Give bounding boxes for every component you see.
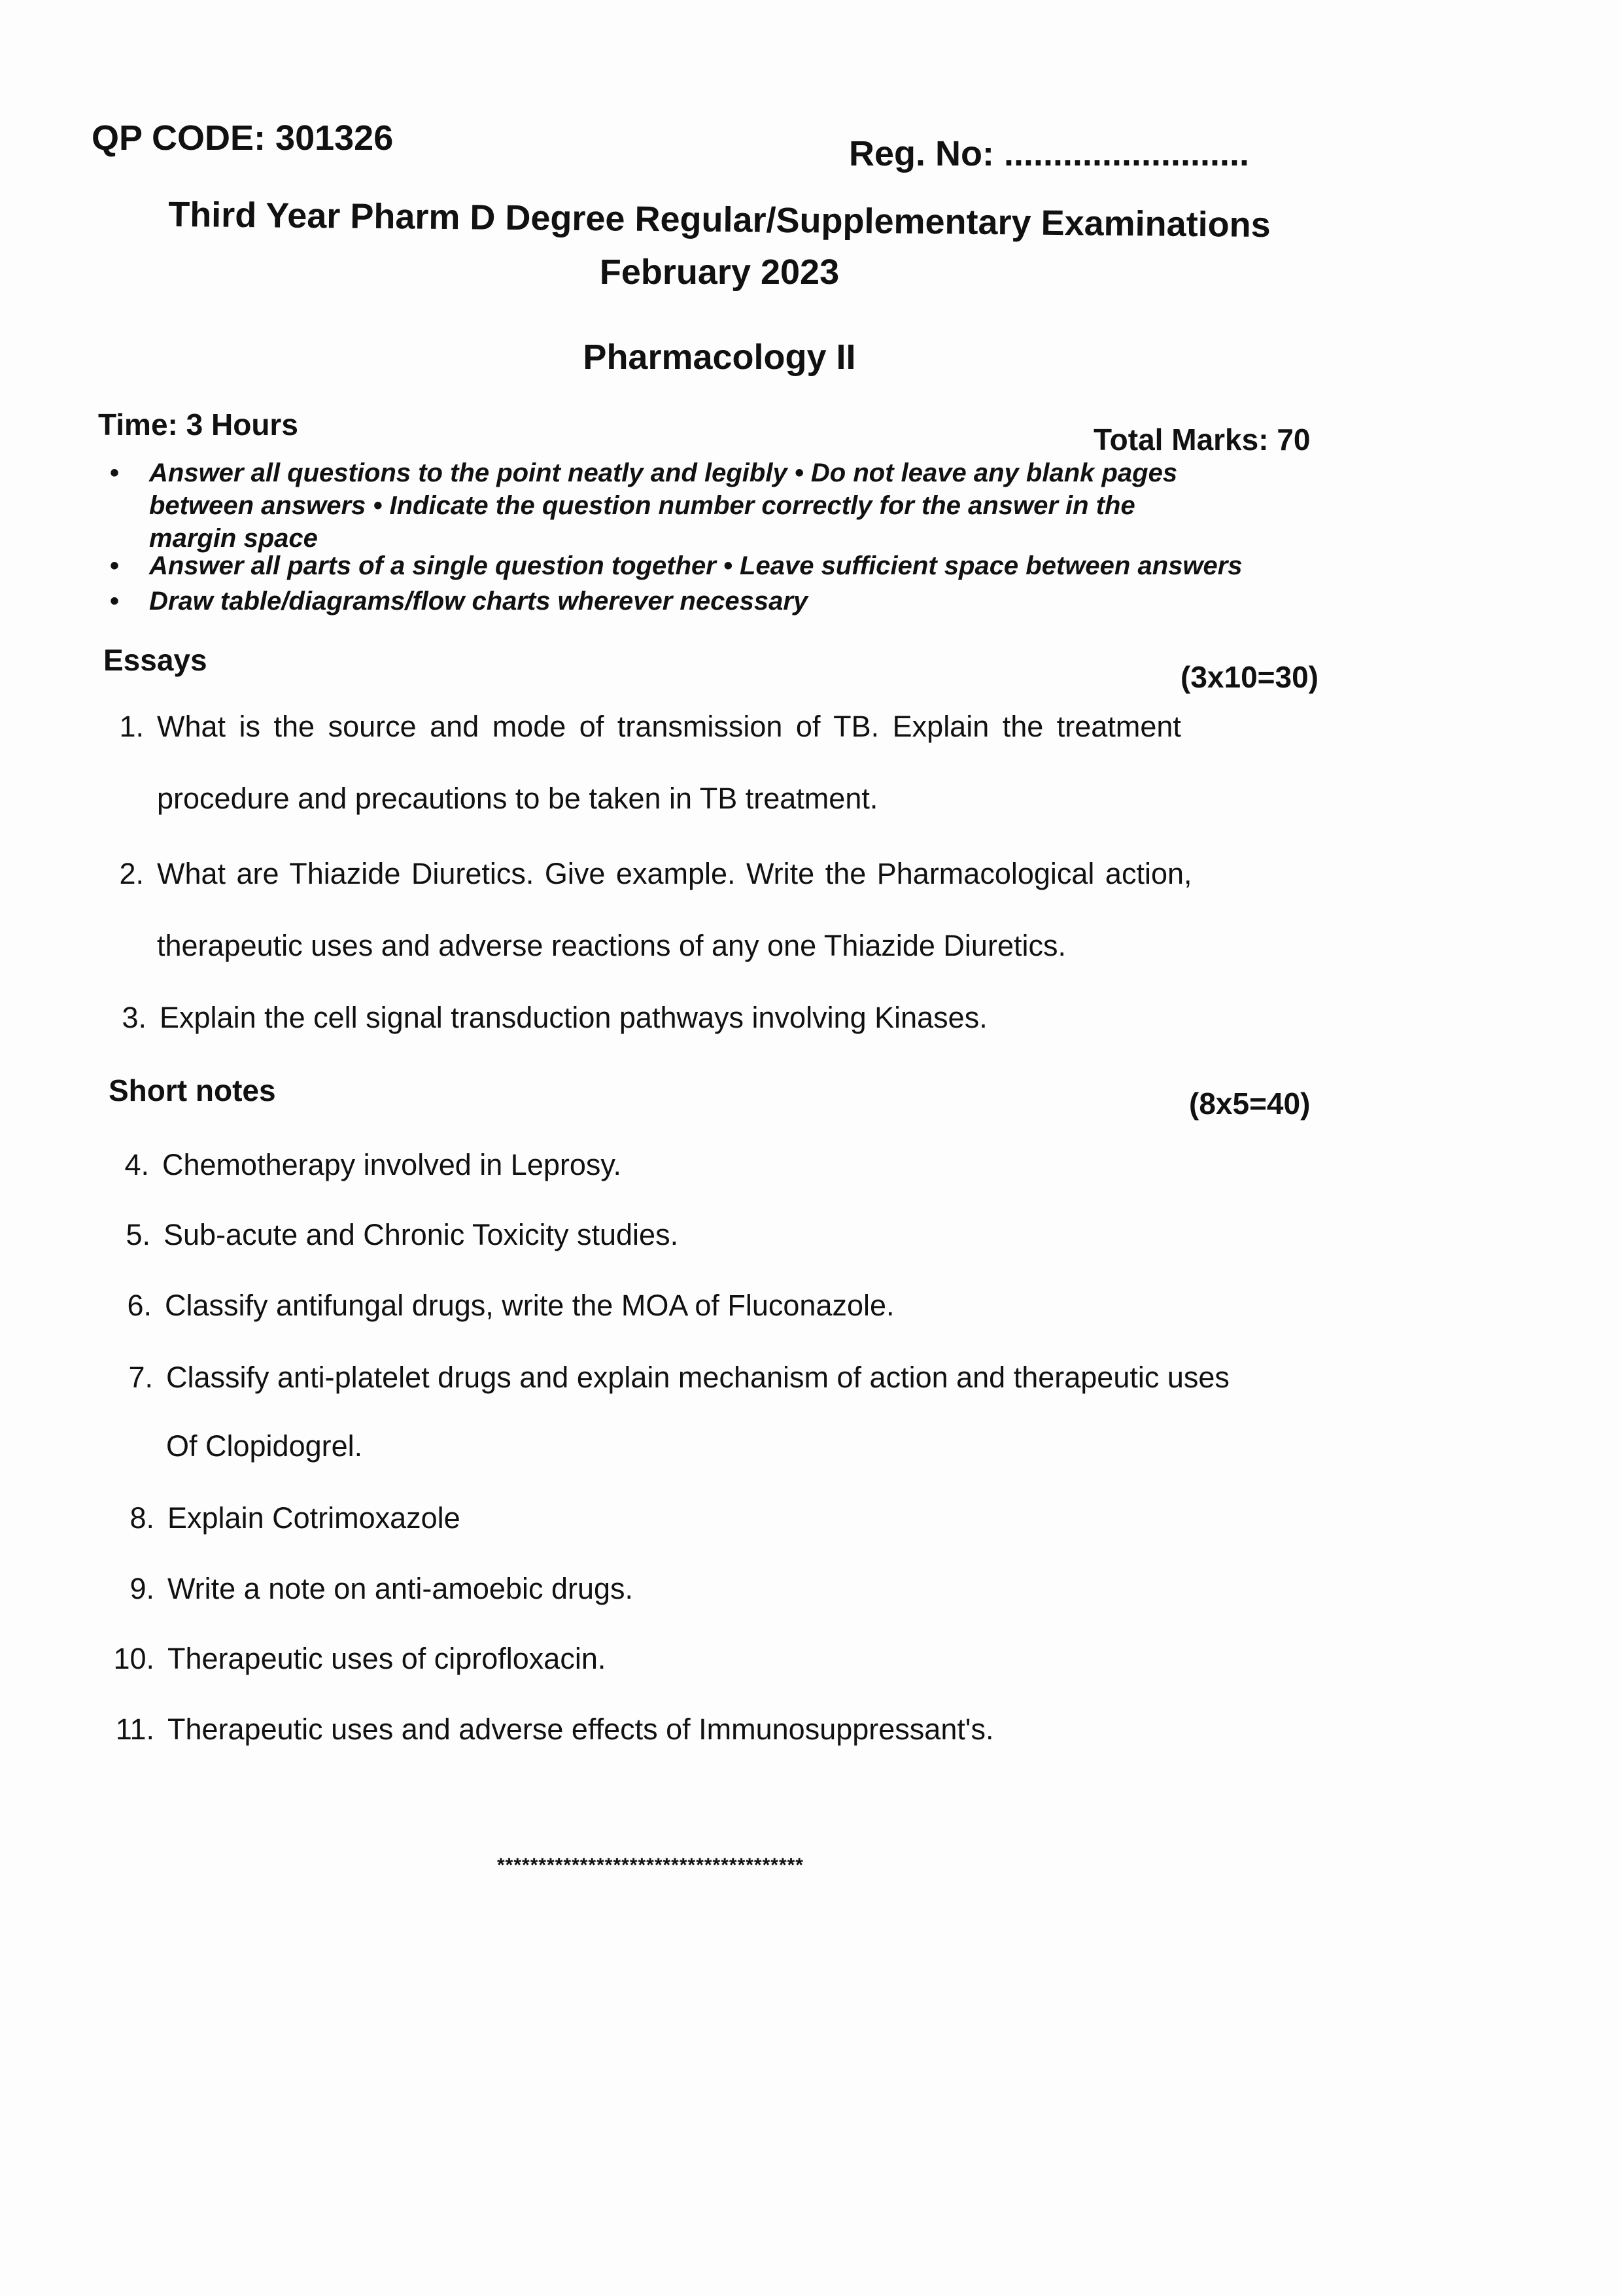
short-notes-heading: Short notes (109, 1073, 276, 1107)
question-number: 1. (119, 710, 144, 743)
instruction-line: between answers • Indicate the question number correctly for the answer in the (149, 491, 1135, 520)
question-text: Explain the cell signal transduction pathways involving Kinases. (160, 1001, 988, 1034)
instruction-item (110, 585, 1320, 617)
bullet: • (110, 459, 120, 487)
instruction-line: Answer all questions to the point neatly and legibly • Do not leave any blank pages (149, 459, 1178, 487)
essays-marks: (3x10=30) (1181, 660, 1318, 694)
question-number: 7. (128, 1361, 153, 1394)
short-notes-marks: (8x5=40) (1189, 1087, 1311, 1121)
end-of-paper-stars: ************************************* (497, 1854, 804, 1876)
question-text: procedure and precautions to be taken in TB treatment. (157, 782, 878, 815)
question-text: What are Thiazide Diuretics. Give example. Write the Pharmacological action, (157, 857, 1192, 890)
bullet: • (110, 587, 120, 616)
question-number: 2. (119, 857, 144, 890)
total-marks: Total Marks: 70 (1094, 423, 1311, 457)
question-text: Classify antifungal drugs, write the MOA of Fluconazole. (165, 1289, 895, 1322)
exam-duration: Time: 3 Hours (98, 408, 298, 442)
question-text: Of Clopidogrel. (166, 1429, 363, 1463)
question-number: 11. (115, 1713, 154, 1746)
question-number: 3. (122, 1001, 146, 1034)
qp-code: QP CODE: 301326 (92, 118, 394, 158)
question-text: Chemotherapy involved in Leprosy. (162, 1148, 622, 1181)
question-number: 5. (126, 1218, 150, 1251)
essays-heading: Essays (103, 643, 207, 677)
subject-title: Pharmacology II (583, 338, 856, 377)
question-text: Sub-acute and Chronic Toxicity studies. (164, 1218, 679, 1251)
question-text: therapeutic uses and adverse reactions of any one Thiazide Diuretics. (157, 929, 1066, 962)
question-text: Therapeutic uses and adverse effects of Immunosuppressant's. (167, 1713, 994, 1746)
instruction-line: Answer all parts of a single question together • Leave sufficient space between answers (149, 551, 1243, 580)
question-number: 4. (124, 1148, 149, 1181)
question-text: Write a note on anti-amoebic drugs. (167, 1572, 634, 1605)
instruction-item (110, 457, 1320, 555)
exam-date: February 2023 (599, 252, 840, 292)
question-text: What is the source and mode of transmission of TB. Explain the treatment (157, 710, 1181, 743)
instruction-item (110, 549, 1320, 582)
bullet: • (110, 551, 120, 580)
question-number: 8. (129, 1501, 154, 1535)
question-text: Therapeutic uses of ciprofloxacin. (167, 1642, 606, 1675)
question-number: 10. (113, 1642, 154, 1675)
reg-no: Reg. No: ......................... (849, 134, 1250, 173)
question-number: 9. (129, 1572, 154, 1605)
instruction-line: margin space (149, 524, 318, 553)
question-text: Explain Cotrimoxazole (167, 1501, 460, 1535)
question-text: Classify anti-platelet drugs and explain mechanism of action and therapeutic uses (166, 1361, 1230, 1394)
exam-title: Third Year Pharm D Degree Regular/Supplementary Examinations (167, 194, 1271, 245)
instruction-line: Draw table/diagrams/flow charts wherever necessary (149, 587, 808, 616)
question-number: 6. (127, 1289, 152, 1322)
